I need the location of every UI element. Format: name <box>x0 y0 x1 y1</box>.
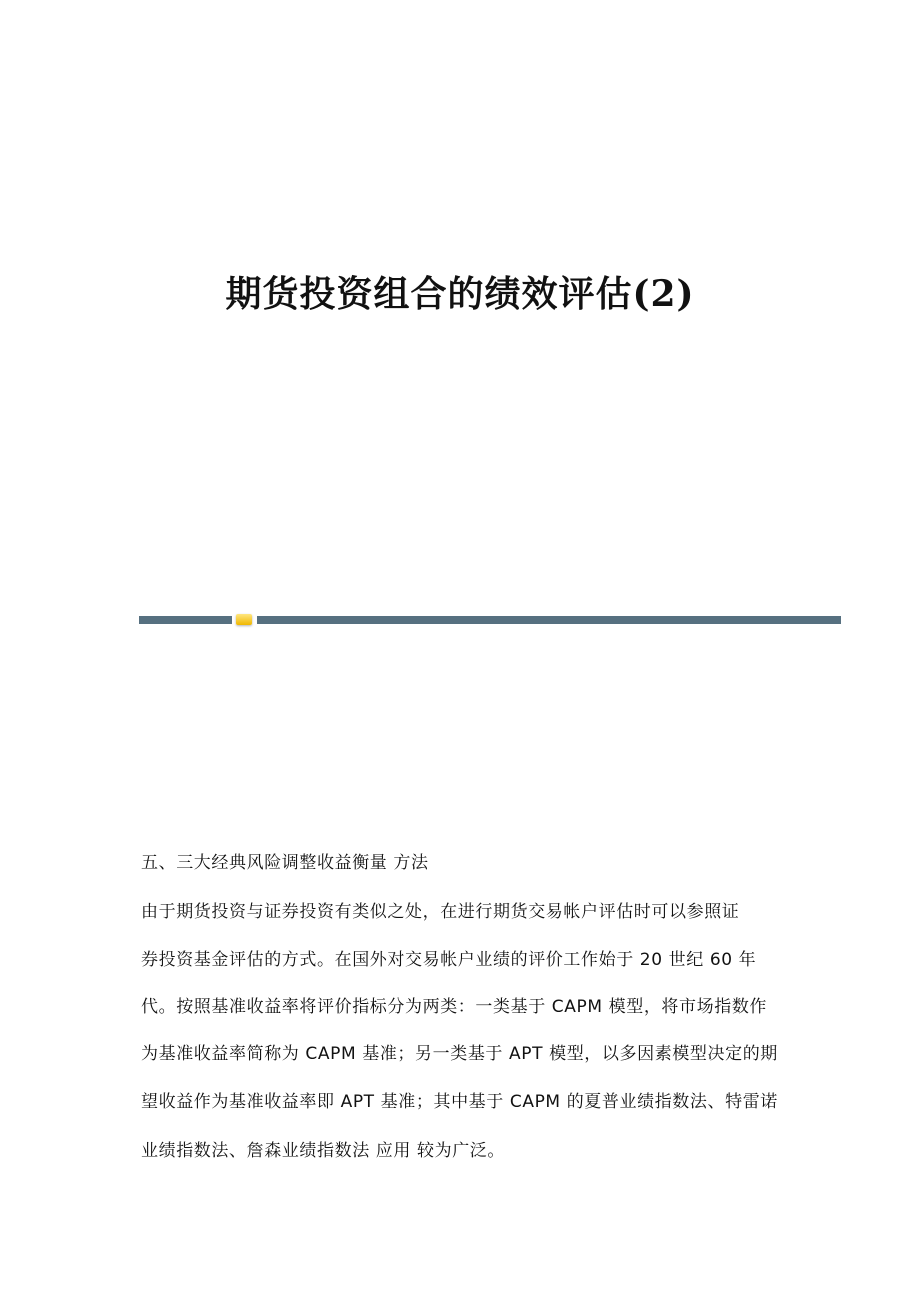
paragraph-line: 业绩指数法、詹森业绩指数法 应用 较为广泛。 <box>141 1141 506 1161</box>
paragraph-line: 券投资基金评估的方式。在国外对交易帐户业绩的评价工作始于 20 世纪 60 年 <box>141 950 757 970</box>
document-title: 期货投资组合的绩效评估(2) <box>225 273 695 315</box>
paragraph-line: 代。按照基准收益率将评价指标分为两类：一类基于 CAPM 模型，将市场指数作 <box>141 997 768 1017</box>
section-heading: 五、三大经典风险调整收益衡量 方法 <box>141 853 429 873</box>
divider-right <box>257 616 841 624</box>
paragraph-line: 由于期货投资与证券投资有类似之处，在进行期货交易帐户评估时可以参照证 <box>141 902 740 922</box>
paragraph-line: 为基准收益率简称为 CAPM 基准；另一类基于 APT 模型，以多因素模型决定的期 <box>141 1044 778 1064</box>
divider-ornament-icon <box>236 614 252 625</box>
divider-left <box>139 616 232 624</box>
paragraph-line: 望收益作为基准收益率即 APT 基准；其中基于 CAPM 的夏普业绩指数法、特雷诺 <box>141 1092 778 1112</box>
